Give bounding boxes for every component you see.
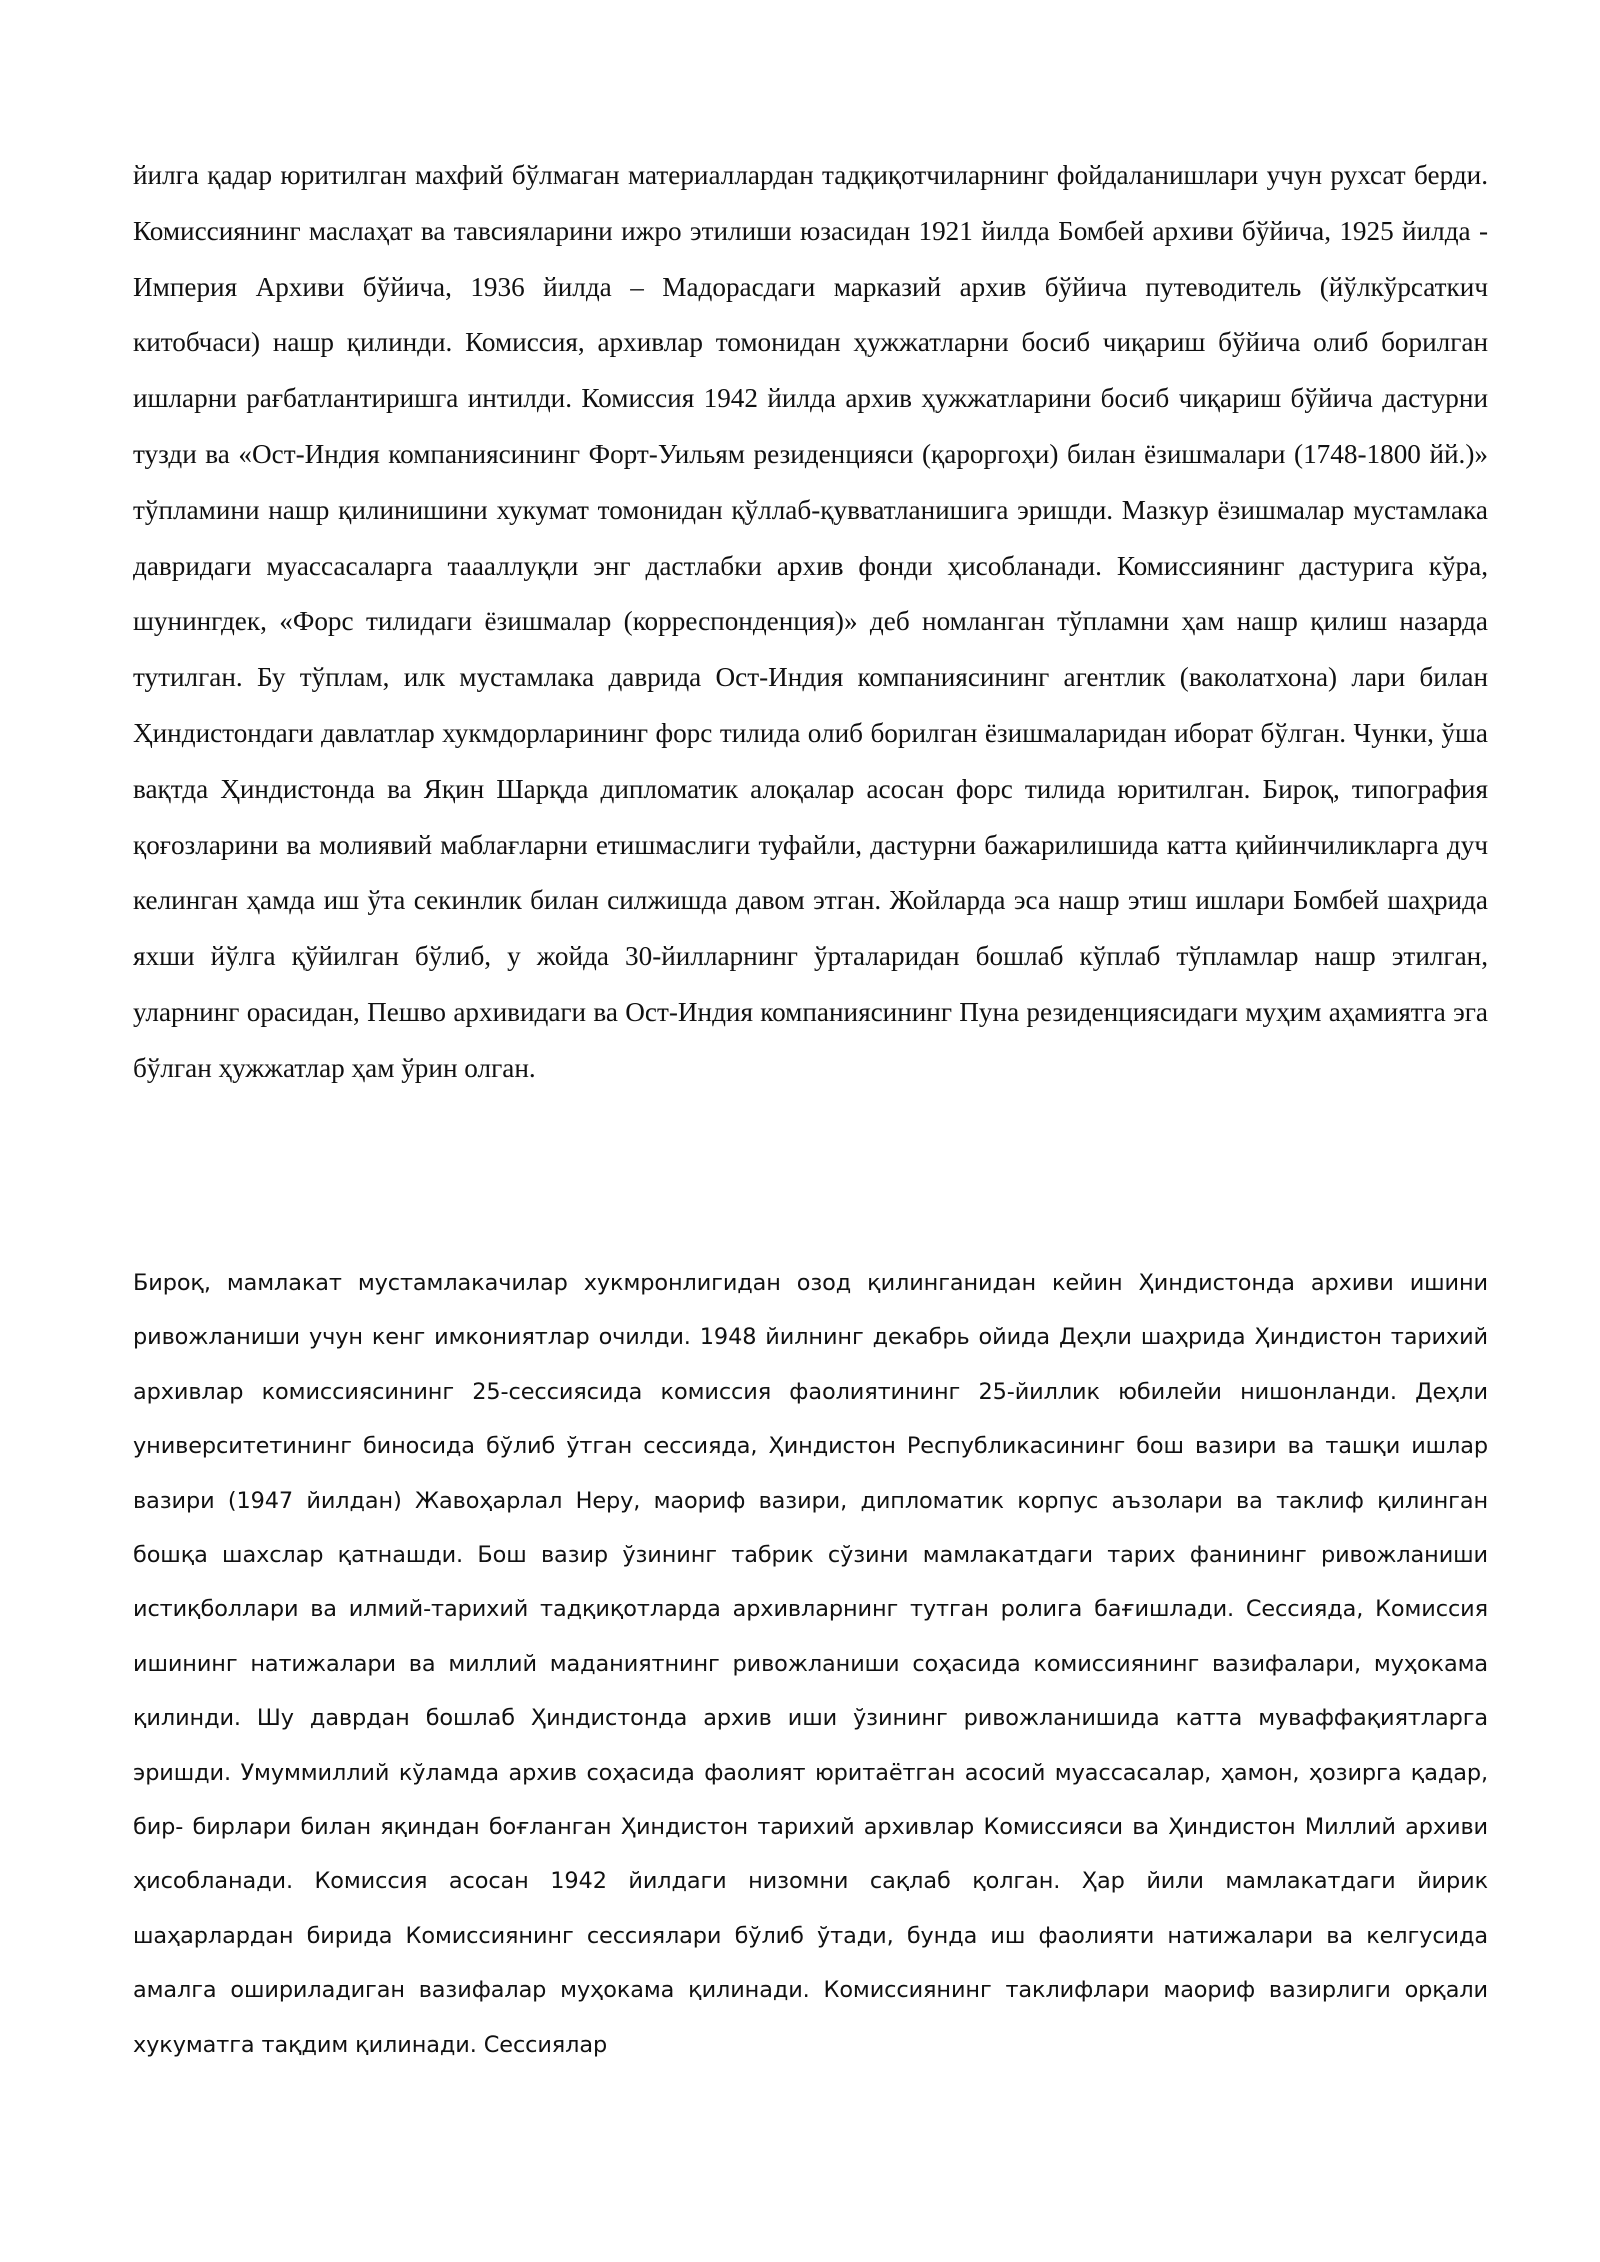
body-paragraph-2: Бироқ, мамлакат мустамлакачилар хукмронлигидан озод қилинганидан кейин Ҳиндистонда архиви ишини ривожланиши учун кенг имкониятлар очилди. 1948 йилнинг декабрь ойида Деҳли шаҳрида Ҳиндистон тарихий архивлар комиссиясининг 25-сессиясида комиссия фаолиятининг 25-йиллик юбилейи нишонланди. Деҳли университетининг биносида бўлиб ўтган сессияда, Ҳиндистон Республикасининг бош вазири ва ташқи ишлар вазири (1947 йилдан) Жавоҳарлал Неру, маориф вазири, дипломатик корпус аъзолари ва таклиф қилинган бошқа шахслар қатнашди. Бош вазир ўзининг табрик сўзини мамлакатдаги тарих фанининг ривожланиши истиқболлари ва илмий-тарихий тадқиқотларда архивларнинг тутган ролига бағишлади. Сессияда, Комиссия ишининг натижалари ва миллий маданиятнинг ривожланиши соҳасида комиссиянинг вазифалари, муҳокама қилинди. Шу даврдан бошлаб Ҳиндистонда архив иши ўзининг ривожланишида катта муваффақиятларга эришди. Умуммиллий кўламда архив соҳасида фаолият юритаётган асосий муассасалар, ҳамон, ҳозирга қадар, бир- бирлари билан яқиндан боғланган Ҳиндистон тарихий архивлар Комиссияси ва Ҳиндистон Миллий архиви ҳисобланади. Комиссия асосан 1942 йилдаги низомни сақлаб қолган. Ҳар йили мамлакатдаги йирик шаҳарлардан бирида Комиссиянинг сессиялари бўлиб ўтади, бунда иш фаолияти натижалари ва келгусида амалга ошириладиган вазифалар муҳокама қилинади. Комиссиянинг таклифлари маориф вазирлиги орқали хукуматга тақдим қилинади. Сессиялар [133, 1270, 1488, 2058]
body-paragraph-1: йилга қадар юритилган махфий бўлмаган материаллардан тадқиқотчиларнинг фойдаланишлари учун рухсат берди. Комиссиянинг маслаҳат ва тавсияларини ижро этилиши юзасидан 1921 йилда Бомбей архиви бўйича, 1925 йилда - Империя Архиви бўйича, 1936 йилда – Мадорасдаги марказий архив бўйича путеводитель (йўлкўрсаткич китобчаси) нашр қилинди. Комиссия, архивлар томонидан ҳужжатларни босиб чиқариш бўйича олиб борилган ишларни рағбатлантиришга интилди. Комиссия 1942 йилда архив ҳужжатларини босиб чиқариш бўйича дастурни тузди ва «Ост-Индия компаниясининг Форт-Уильям резиденцияси (қароргоҳи) билан ёзишмалари (1748-1800 йй.)» тўпламини нашр қилинишини хукумат томонидан қўллаб-қувватланишига эришди. Мазкур ёзишмалар мустамлака давридаги муассасаларга таааллуқли энг дастлабки архив фонди ҳисобланади. Комиссиянинг дастурига кўра, шунингдек, «Форс тилидаги ёзишмалар (корреспонденция)» деб номланган тўпламни ҳам нашр қилиш назарда тутилган. Бу тўплам, илк мустамлака даврида Ост-Индия компаниясининг агентлик (ваколатхона) лари билан Ҳиндистондаги давлатлар хукмдорларининг форс тилида олиб борилган ёзишмаларидан иборат бўлган. Чунки, ўша вақтда Ҳиндистонда ва Яқин Шарқда дипломатик алоқалар асосан форс тилида юритилган. Бироқ, типография қоғозларини ва молиявий маблағларни етишмаслиги туфайли, дастурни бажарилишида катта қийинчиликларга дуч келинган ҳамда иш ўта секинлик билан силжишда давом этган. Жойларда эса нашр этиш ишлари Бомбей шаҳрида яхши йўлга қўйилган бўлиб, у жойда 30-йилларнинг ўрталаридан бошлаб кўплаб тўпламлар нашр этилган, уларнинг орасидан, Пешво архивидаги ва Ост-Индия компаниясининг Пуна резиденциясидаги муҳим аҳамиятга эга бўлган ҳужжатлар ҳам ўрин олган. [133, 160, 1488, 1083]
